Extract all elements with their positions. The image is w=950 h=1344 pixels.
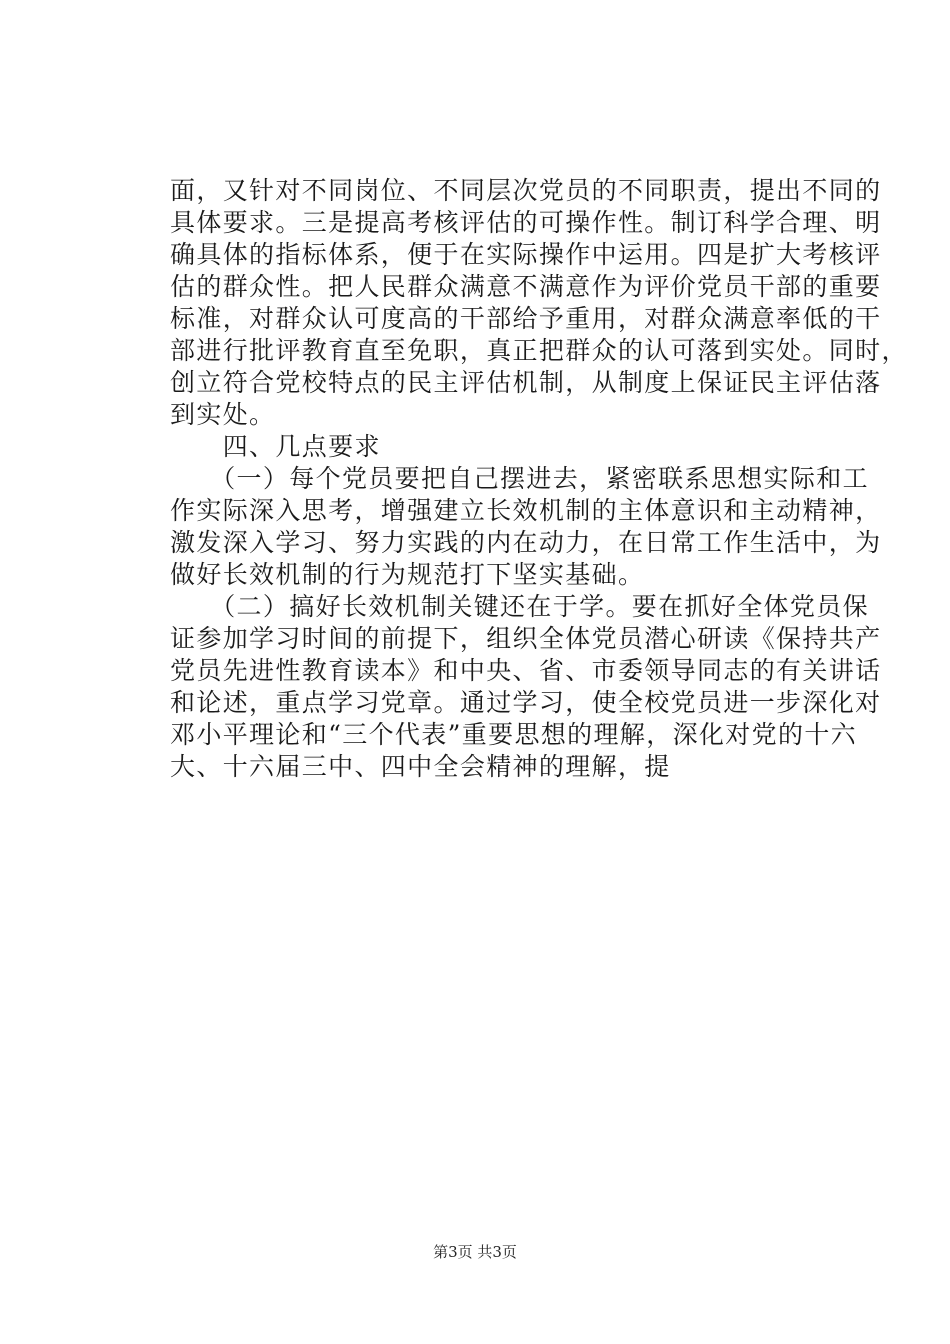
section-heading: 四、几点要求 (170, 432, 381, 461)
body-text-line: 创立符合党校特点的民主评估机制，从制度上保证民主评估落 (170, 368, 882, 397)
body-text-line: 标准，对群众认可度高的干部给予重用，对群众满意率低的干 (170, 304, 882, 333)
body-text-line: 邓小平理论和“三个代表”重要思想的理解，深化对党的十六 (170, 720, 858, 749)
body-text-line: 确具体的指标体系，便于在实际操作中运用。四是扩大考核评 (170, 240, 882, 269)
body-text-line: （二）搞好长效机制关键还在于学。要在抓好全体党员保 (170, 592, 869, 621)
body-text-line: 激发深入学习、努力实践的内在动力，在日常工作生活中，为 (170, 528, 882, 557)
body-text-line: 部进行批评教育直至免职，真正把群众的认可落到实处。同时， (170, 336, 908, 365)
body-text-line: 到实处。 (170, 400, 276, 429)
body-text-line: 作实际深入思考，增强建立长效机制的主体意识和主动精神， (170, 496, 882, 525)
body-text-line: 和论述，重点学习党章。通过学习，使全校党员进一步深化对 (170, 688, 882, 717)
body-text-line: 党员先进性教育读本》和中央、省、市委领导同志的有关讲话 (170, 656, 882, 685)
page-number-footer: 第3页 共3页 (433, 1243, 517, 1261)
body-text-line: （一）每个党员要把自己摆进去，紧密联系思想实际和工 (170, 464, 869, 493)
body-text-line: 估的群众性。把人民群众满意不满意作为评价党员干部的重要 (170, 272, 882, 301)
body-text-line: 证参加学习时间的前提下，组织全体党员潜心研读《保持共产 (170, 624, 882, 653)
body-text-line: 大、十六届三中、四中全会精神的理解，提 (170, 752, 671, 781)
body-text-line: 具体要求。三是提高考核评估的可操作性。制订科学合理、明 (170, 208, 882, 237)
body-text-line: 做好长效机制的行为规范打下坚实基础。 (170, 560, 645, 589)
body-text-line: 面，又针对不同岗位、不同层次党员的不同职责，提出不同的 (170, 176, 882, 205)
